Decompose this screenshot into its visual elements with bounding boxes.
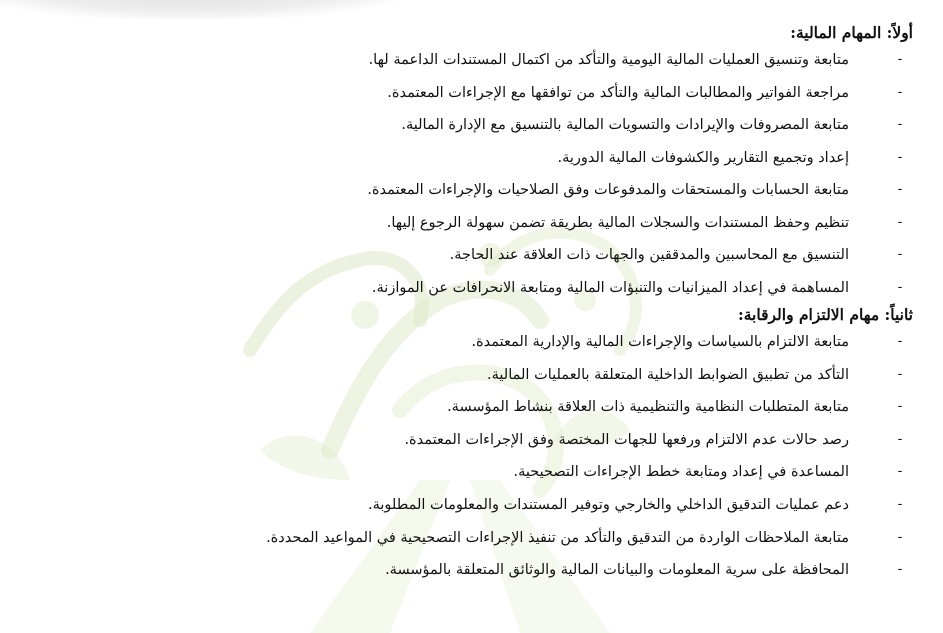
bullet-dash: - xyxy=(897,247,903,262)
list-item xyxy=(33,77,913,110)
bullet-dash: - xyxy=(897,334,903,349)
bullet-dash: - xyxy=(897,464,903,480)
section-title: أولاً: المهام المالية: xyxy=(790,23,913,42)
list-item xyxy=(33,142,913,175)
list-item-text: إعداد وتجميع التقارير والكشوفات المالية الدورية. xyxy=(557,149,849,166)
list-item-text: متابعة الملاحظات الواردة من التدقيق والتأكد من تنفيذ الإجراءات التصحيحية في المواعيد المحددة. xyxy=(266,529,849,546)
list-item xyxy=(33,44,913,77)
list-item-text: مراجعة الفواتير والمطالبات المالية والتأكد من توافقها مع الإجراءات المعتمدة. xyxy=(387,84,849,101)
bullet-dash: - xyxy=(897,149,903,165)
document-content xyxy=(33,22,913,587)
list-item xyxy=(33,359,913,392)
bullet-dash: - xyxy=(897,431,903,447)
bullet-dash: - xyxy=(897,562,903,578)
bullet-dash: - xyxy=(897,399,903,415)
section-compliance-tasks xyxy=(33,304,913,587)
list-item-text: رصد حالات عدم الالتزام ورفعها للجهات المختصة وفق الإجراءات المعتمدة. xyxy=(404,431,849,448)
list-item xyxy=(33,456,913,489)
list-item-text: المساهمة في إعداد الميزانيات والتنبؤات المالية ومتابعة الانحرافات عن الموازنة. xyxy=(371,279,849,296)
bullet-dash: - xyxy=(897,182,903,197)
bullet-dash: - xyxy=(897,214,903,230)
bullet-dash: - xyxy=(897,117,903,132)
list-item-text: متابعة وتنسيق العمليات المالية اليومية والتأكد من اكتمال المستندات الداعمة لها. xyxy=(368,52,849,68)
list-item-text: التأكد من تطبيق الضوابط الداخلية المتعلقة بالعمليات المالية. xyxy=(487,366,849,383)
list-item-text: متابعة المتطلبات النظامية والتنظيمية ذات العلاقة بنشاط المؤسسة. xyxy=(447,399,849,416)
list-item xyxy=(33,554,913,587)
list-item xyxy=(33,424,913,457)
list-item-text: متابعة المصروفات والإيرادات والتسويات المالية بالتنسيق مع الإدارة المالية. xyxy=(401,117,849,133)
bullet-dash: - xyxy=(897,279,903,295)
list-item xyxy=(33,522,913,555)
list-item xyxy=(33,239,913,272)
list-item xyxy=(33,272,913,305)
list-item xyxy=(33,109,913,142)
list-item-text: متابعة الالتزام بالسياسات والإجراءات المالية والإدارية المعتمدة. xyxy=(471,334,849,350)
section-title: ثانياً: مهام الالتزام والرقابة: xyxy=(738,305,913,324)
bullet-dash: - xyxy=(897,496,903,512)
list-item xyxy=(33,326,913,359)
list-item xyxy=(33,207,913,240)
list-item-text: المساعدة في إعداد ومتابعة خطط الإجراءات التصحيحية. xyxy=(513,464,849,481)
financial-tasks-list xyxy=(33,44,913,304)
list-item-text: المحافظة على سرية المعلومات والبيانات المالية والوثائق المتعلقة بالمؤسسة. xyxy=(385,562,849,579)
list-item-text: التنسيق مع المحاسبين والمدققين والجهات ذات العلاقة عند الحاجة. xyxy=(449,247,849,263)
bullet-dash: - xyxy=(897,529,903,545)
list-item-text: تنظيم وحفظ المستندات والسجلات المالية بطريقة تضمن سهولة الرجوع إليها. xyxy=(386,214,849,231)
list-item xyxy=(33,391,913,424)
list-item xyxy=(33,174,913,207)
list-item xyxy=(33,489,913,522)
bullet-dash: - xyxy=(897,52,903,67)
bullet-dash: - xyxy=(897,366,903,382)
list-item-text: دعم عمليات التدقيق الداخلي والخارجي وتوفير المستندات والمعلومات المطلوبة. xyxy=(368,496,849,513)
bullet-dash: - xyxy=(897,84,903,100)
list-item-text: متابعة الحسابات والمستحقات والمدفوعات وفق الصلاحيات والإجراءات المعتمدة. xyxy=(367,182,849,198)
compliance-tasks-list xyxy=(33,326,913,587)
page-edge-shadow xyxy=(0,0,420,20)
section-financial-tasks xyxy=(33,22,913,304)
